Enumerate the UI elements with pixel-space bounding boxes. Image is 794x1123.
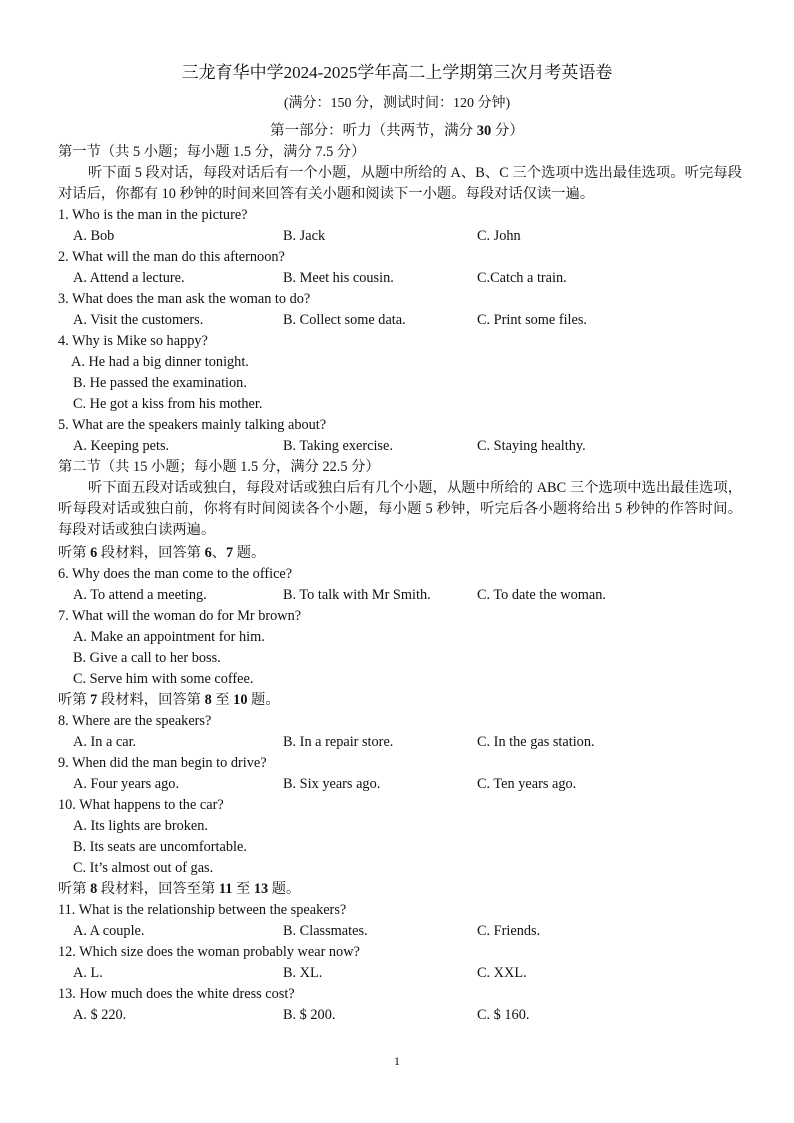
option-b: B. Give a call to her boss. <box>73 650 221 666</box>
option-a: A. A couple. <box>73 923 145 939</box>
question: 12. Which size does the woman probably wear now? <box>58 944 360 960</box>
option-b: B. To talk with Mr Smith. <box>283 587 431 603</box>
option-a: A. To attend a meeting. <box>73 587 207 603</box>
group-number: 6 <box>204 545 212 561</box>
section-one-heading: 第一节（共 5 小题；每小题 1.5 分，满分 7.5 分） <box>58 144 366 160</box>
question: 3. What does the man ask the woman to do? <box>58 291 311 307</box>
question: 9. When did the man begin to drive? <box>58 755 267 771</box>
option-b: B. Meet his cousin. <box>283 270 394 286</box>
option-a: A. Attend a lecture. <box>73 270 185 286</box>
question: 1. Who is the man in the picture? <box>58 207 248 223</box>
option-a: A. Four years ago. <box>73 776 180 792</box>
option-c: C. Print some files. <box>477 312 588 328</box>
group-text: 段材料，回答第 <box>97 692 205 708</box>
group-text: 至 <box>211 692 234 708</box>
option-c: C. Staying healthy. <box>477 438 586 454</box>
option-c: C. To date the woman. <box>477 587 606 603</box>
group-number: 13 <box>253 881 269 897</box>
group-text: 听第 <box>58 881 91 897</box>
option-a: A. He had a big dinner tonight. <box>71 354 249 370</box>
group-number: 8 <box>204 692 212 708</box>
material-group-heading <box>58 879 300 899</box>
group-text: 听第 <box>58 692 91 708</box>
question: 4. Why is Mike so happy? <box>58 333 208 349</box>
option-c: C. Ten years ago. <box>477 776 577 792</box>
option-b: B. Taking exercise. <box>283 438 393 454</box>
group-number: 7 <box>226 545 234 561</box>
group-text: 段材料，回答至第 <box>97 881 219 897</box>
group-text: 至 <box>232 881 254 897</box>
option-c: C. Serve him with some coffee. <box>73 671 254 687</box>
score-and-time: (满分：150 分，测试时间：120 分钟) <box>283 96 511 111</box>
question: 2. What will the man do this afternoon? <box>58 249 285 265</box>
option-b: B. $ 200. <box>283 1007 336 1023</box>
option-b: B. Jack <box>283 228 326 244</box>
option-a: A. Visit the customers. <box>73 312 204 328</box>
section-two-instruction <box>58 478 742 541</box>
option-c: C. Friends. <box>477 923 541 939</box>
option-b: B. Classmates. <box>283 923 368 939</box>
question: 6. Why does the man come to the office? <box>58 566 293 582</box>
group-text: 、 <box>211 545 227 561</box>
option-c: C. He got a kiss from his mother. <box>73 396 263 412</box>
section-one-instruction-text: 听下面 5 段对话，每段对话后有一个小题，从题中所给的 A、B、C 三个选项中选出最佳选项。听完每段对话后，你都有 10 秒钟的时间来回答有关小题和阅读下一小题。每段对话仅读一遍。 <box>58 165 742 202</box>
option-c: C. John <box>477 228 521 244</box>
group-text: 题。 <box>268 881 301 897</box>
option-b: B. Its seats are uncomfortable. <box>73 839 247 855</box>
question: 10. What happens to the car? <box>58 797 224 813</box>
group-number: 8 <box>90 881 98 897</box>
exam-title: 三龙育华中学2024-2025学年高二上学期第三次月考英语卷 <box>181 63 613 82</box>
group-number: 11 <box>218 881 233 897</box>
option-b: B. XL. <box>283 965 323 981</box>
option-b: B. In a repair store. <box>283 734 394 750</box>
option-b: B. Collect some data. <box>283 312 406 328</box>
part-one-prefix: 第一部分：听力（共两节，满分 <box>270 123 477 139</box>
section-one-instruction <box>58 163 742 205</box>
question: 7. What will the woman do for Mr brown? <box>58 608 302 624</box>
part-one-suffix: 分） <box>491 123 524 139</box>
option-a: A. Bob <box>73 228 115 244</box>
option-a: A. Make an appointment for him. <box>73 629 265 645</box>
option-c: C. It’s almost out of gas. <box>73 860 214 876</box>
question: 5. What are the speakers mainly talking about? <box>58 417 327 433</box>
group-number: 7 <box>90 692 98 708</box>
option-a: A. L. <box>73 965 103 981</box>
part-one-heading <box>0 121 794 141</box>
question: 8. Where are the speakers? <box>58 713 212 729</box>
page-number: 1 <box>394 1054 400 1068</box>
option-a: A. $ 220. <box>73 1007 127 1023</box>
option-c: C.Catch a train. <box>477 270 567 286</box>
material-group-heading <box>58 690 280 710</box>
group-number: 6 <box>90 545 98 561</box>
option-c: C. XXL. <box>477 965 527 981</box>
question: 13. How much does the white dress cost? <box>58 986 295 1002</box>
option-b: B. Six years ago. <box>283 776 381 792</box>
option-c: C. In the gas station. <box>477 734 595 750</box>
material-group-heading <box>58 543 265 563</box>
option-b: B. He passed the examination. <box>73 375 247 391</box>
option-a: A. In a car. <box>73 734 137 750</box>
part-one-score: 30 <box>476 123 492 139</box>
section-two-heading: 第二节（共 15 小题；每小题 1.5 分，满分 22.5 分） <box>58 459 380 475</box>
section-two-instruction-text: 听下面五段对话或独白，每段对话或独白后有几个小题，从题中所给的 ABC 三个选项中选出最佳选项，听每段对话或独白前，你将有时间阅读各个小题，每小题 5 秒钟，听完后各小题将给出 5 秒钟的作答时间。每段对话或独白读两遍。 <box>58 480 742 538</box>
group-number: 10 <box>233 692 248 708</box>
option-c: C. $ 160. <box>477 1007 530 1023</box>
question: 11. What is the relationship between the speakers? <box>58 902 347 918</box>
option-a: A. Keeping pets. <box>73 438 170 454</box>
option-a: A. Its lights are broken. <box>73 818 208 834</box>
group-text: 题。 <box>247 692 280 708</box>
group-text: 段材料，回答第 <box>97 545 205 561</box>
group-text: 题。 <box>233 545 266 561</box>
group-text: 听第 <box>58 545 91 561</box>
